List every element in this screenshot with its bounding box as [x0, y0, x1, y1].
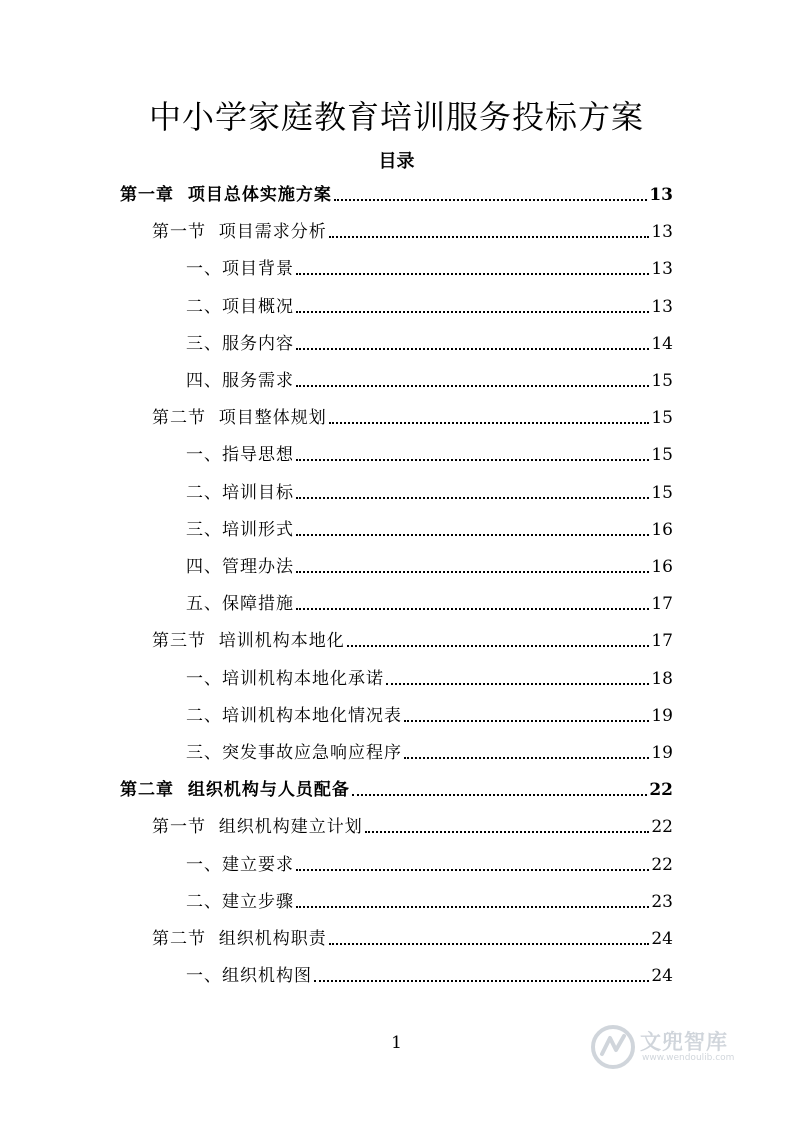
- toc-entry-page: 17: [651, 631, 673, 652]
- toc-entry-page: 17: [651, 594, 673, 615]
- dot-leader: [352, 793, 647, 796]
- toc-entry[interactable]: [186, 697, 673, 727]
- toc-entry[interactable]: [186, 288, 673, 318]
- toc-entry[interactable]: [152, 213, 673, 243]
- toc-entry-label: 二、培训机构本地化情况表: [186, 705, 402, 726]
- dot-leader: [386, 682, 649, 685]
- dot-leader: [296, 310, 649, 313]
- toc-entry-page: 15: [651, 371, 673, 391]
- toc-entry-page: 14: [651, 333, 673, 354]
- toc-entry[interactable]: [186, 846, 673, 876]
- toc-entry-label: 二、项目概况: [186, 296, 294, 317]
- toc-entry-label: 第三节 培训机构本地化: [152, 631, 345, 652]
- toc-entry-page: 24: [651, 966, 673, 987]
- toc-entry-label: 二、建立步骤: [186, 891, 294, 912]
- toc-entry-label: 一、组织机构图: [186, 966, 312, 987]
- toc-entry[interactable]: [186, 362, 673, 392]
- dot-leader: [404, 719, 649, 722]
- dot-leader: [296, 905, 649, 908]
- watermark-url: www.wendoulib.com: [642, 1053, 735, 1063]
- toc-entry-page: 22: [651, 817, 673, 838]
- dot-leader: [296, 570, 649, 573]
- toc-entry-label: 三、突发事故应急响应程序: [186, 743, 402, 763]
- toc-entry[interactable]: [186, 734, 673, 764]
- dot-leader: [404, 756, 649, 759]
- toc-entry-label: 四、管理办法: [186, 557, 294, 577]
- dot-leader: [296, 347, 649, 350]
- toc-entry-label: 一、建立要求: [186, 854, 294, 875]
- toc-entry-label: 二、培训目标: [186, 482, 294, 503]
- toc-heading: 目录: [378, 151, 415, 172]
- toc-entry-page: 23: [651, 891, 673, 912]
- toc-entry-page: 19: [651, 743, 673, 763]
- toc-entry-label: 第二章 组织机构与人员配备: [120, 780, 350, 801]
- dot-leader: [296, 272, 649, 275]
- toc-entry[interactable]: [120, 771, 673, 801]
- toc-entry[interactable]: [152, 622, 673, 652]
- toc-entry-label: 一、指导思想: [186, 445, 294, 466]
- toc-entry-page: 13: [651, 259, 673, 280]
- toc-entry-page: 15: [651, 445, 673, 466]
- dot-leader: [365, 830, 650, 833]
- toc-entry[interactable]: [152, 808, 673, 838]
- dot-leader: [314, 979, 649, 982]
- dot-leader: [334, 198, 647, 201]
- toc-entry[interactable]: [186, 585, 673, 615]
- dot-leader: [296, 607, 649, 610]
- toc-entry-label: 第一节 组织机构建立计划: [152, 817, 363, 838]
- toc-entry-page: 15: [651, 408, 673, 429]
- toc-entry-label: 一、培训机构本地化承诺: [186, 668, 384, 689]
- toc-entry-label: 第一节 项目需求分析: [152, 222, 327, 243]
- toc-entry-page: 22: [649, 780, 673, 801]
- wendou-logo-icon: [590, 1024, 636, 1070]
- toc-entry-page: 22: [651, 854, 673, 875]
- toc-entry-label: 五、保障措施: [186, 594, 294, 615]
- toc-entry[interactable]: [152, 399, 673, 429]
- toc-entry[interactable]: [186, 250, 673, 280]
- toc-entry-label: 第二节 项目整体规划: [152, 408, 327, 429]
- toc-entry-page: 24: [651, 929, 673, 949]
- toc-entry-label: 第二节 组织机构职责: [152, 929, 327, 949]
- toc-entry-label: 一、项目背景: [186, 259, 294, 280]
- toc-entry-page: 16: [651, 519, 673, 540]
- toc-entry-label: 四、服务需求: [186, 371, 294, 391]
- toc-entry-page: 15: [651, 482, 673, 503]
- document-title: 中小学家庭教育培训服务投标方案: [148, 98, 644, 136]
- watermark-text: 文兜智库: [640, 1030, 728, 1054]
- toc-entry-page: 13: [651, 296, 673, 317]
- dot-leader: [329, 235, 650, 238]
- watermark: [588, 1020, 758, 1076]
- toc-entry[interactable]: [186, 957, 673, 987]
- page-number: 1: [391, 1033, 402, 1053]
- toc-entry-page: 13: [651, 222, 673, 243]
- dot-leader: [296, 384, 649, 387]
- toc-entry-label: 三、培训形式: [186, 519, 294, 540]
- toc-entry[interactable]: [186, 325, 673, 355]
- toc-entry[interactable]: [186, 511, 673, 541]
- dot-leader: [347, 644, 650, 647]
- toc-entry-label: 第一章 项目总体实施方案: [120, 185, 332, 205]
- toc-entry[interactable]: [186, 474, 673, 504]
- toc-entry-page: 13: [649, 185, 673, 205]
- dot-leader: [329, 421, 650, 424]
- toc-entry[interactable]: [186, 436, 673, 466]
- dot-leader: [296, 533, 649, 536]
- toc-entry-page: 19: [651, 705, 673, 726]
- toc-entry[interactable]: [152, 920, 673, 950]
- dot-leader: [296, 868, 649, 871]
- dot-leader: [296, 458, 649, 461]
- toc-entry[interactable]: [186, 883, 673, 913]
- toc-entry-label: 三、服务内容: [186, 333, 294, 354]
- toc-entry-page: 18: [651, 668, 673, 689]
- dot-leader: [329, 942, 650, 945]
- toc-entry[interactable]: [120, 176, 673, 206]
- dot-leader: [296, 496, 649, 499]
- toc-entry-page: 16: [651, 557, 673, 577]
- toc-entry[interactable]: [186, 660, 673, 690]
- toc-entry[interactable]: [186, 548, 673, 578]
